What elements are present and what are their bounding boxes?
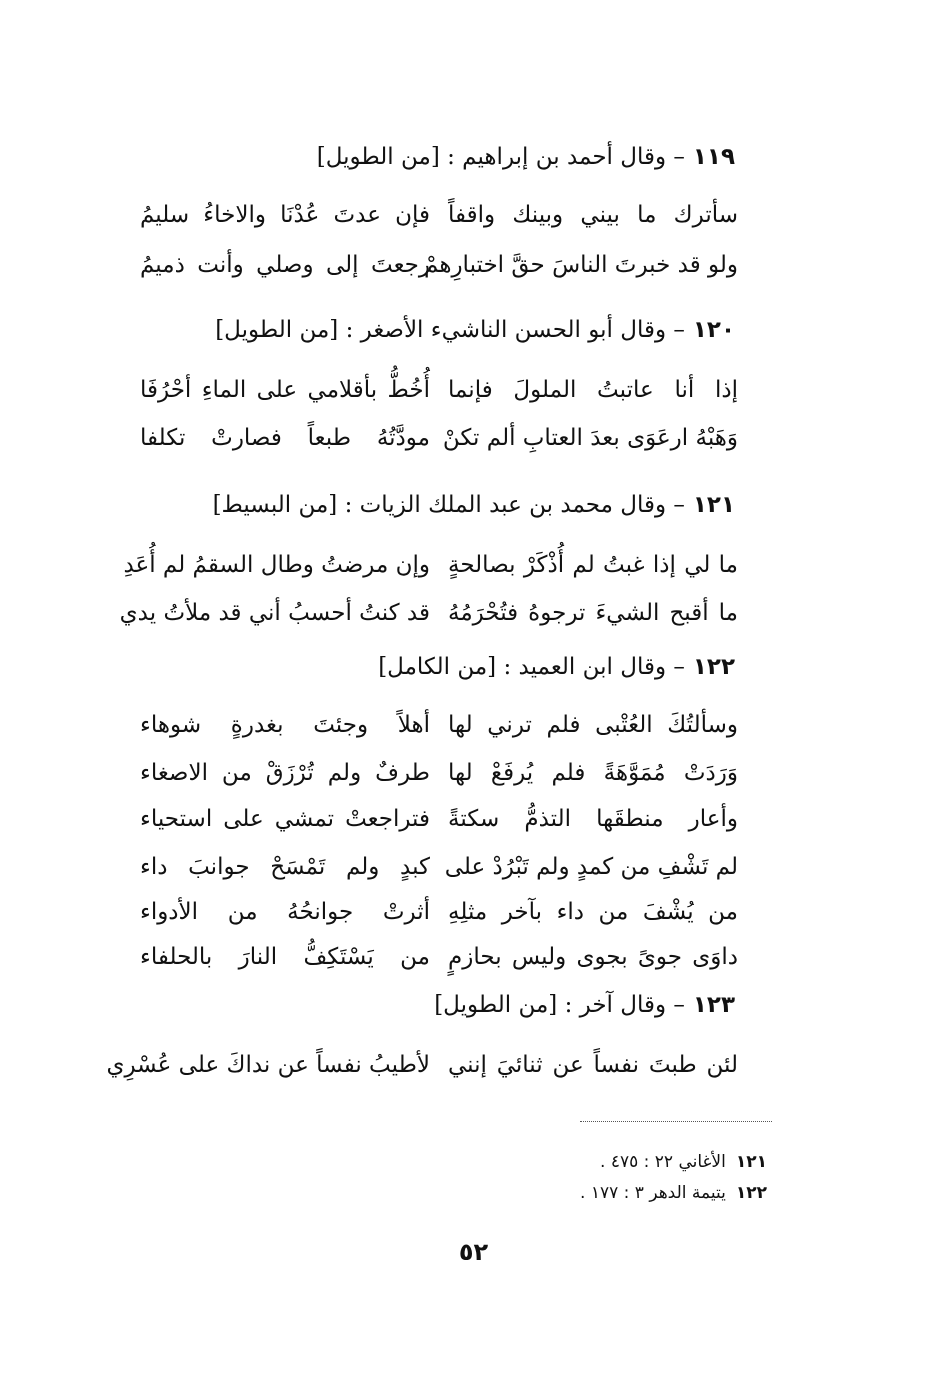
verse-line: [140, 756, 738, 790]
verse-second-hemistich: وإن مرضتُ وطال السقمُ لم أُعَدِ: [123, 552, 430, 578]
verse-second-hemistich: لأطيبُ نفساً عن نداكَ على عُسْرِي: [106, 1052, 430, 1078]
verse-first-hemistich: داوَى جوىً بجوى وليس بحازمٍ: [448, 944, 738, 970]
verse-first-hemistich: وَرَدَتْ مُمَوَّهَةً فلم يُرفَعْ لها: [448, 760, 738, 786]
verse-line: [140, 421, 738, 455]
poem-heading: [115, 490, 735, 520]
poem-number: ١٢١: [692, 492, 735, 518]
poem-title: – وقال محمد بن عبد الملك الزيات : [من البسيط]: [212, 492, 685, 518]
verse-line: [140, 373, 738, 407]
poem-title: – وقال أبو الحسن الناشيء الأصغر : [من الطويل]: [215, 317, 685, 343]
poem-number: ١١٩: [692, 144, 735, 170]
poem-number: ١٢٢: [692, 654, 735, 680]
verse-line: [140, 940, 738, 974]
page-number: ٥٢: [458, 1238, 489, 1266]
verse-line: [140, 248, 738, 282]
poem-heading: [115, 652, 735, 682]
verse-second-hemistich: أثرتْ جوانحُهُ من الأدواء: [140, 899, 430, 925]
verse-line: [106, 1048, 738, 1082]
verse-first-hemistich: ما أقبح الشيءَ ترجوهُ فتُحْرَمُهُ: [448, 600, 738, 626]
verse-second-hemistich: فتراجعتْ تمشي على استحياء: [140, 806, 430, 832]
verse-second-hemistich: قد كنتُ أحسبُ أني قد ملأتُ يدي: [119, 600, 430, 626]
verse-second-hemistich: طرفٌ ولم تُرْزَقْ من الاصغاء: [140, 760, 430, 786]
verse-second-hemistich: أهلاً وجئتَ بغدرةٍ شوهاء: [140, 712, 430, 738]
footnote-text: الأغاني ٢٢ : ٤٧٥ .: [600, 1152, 726, 1172]
verse-first-hemistich: لئن طبتَ نفساً عن ثنائيَ إنني: [448, 1052, 738, 1078]
verse-first-hemistich: من يُشْفَ من داء بآخر مثلِهِ: [448, 899, 738, 925]
poem-heading: [115, 990, 735, 1020]
verse-second-hemistich: فإن عدتَ عُدْنَا والاخاءُ سليمُ: [140, 202, 430, 228]
verse-line: [140, 708, 738, 742]
verse-line: [140, 802, 738, 836]
verse-second-hemistich: كبدٍ ولم تَمْسَحْ جوانبَ داء: [140, 854, 430, 880]
verse-first-hemistich: لم تَشْفِ من كمدٍ ولم تَبْرُدْ على: [444, 854, 738, 880]
verse-first-hemistich: إذا أنا عاتبتُ الملولَ فإنما: [448, 377, 738, 403]
verse-first-hemistich: ولو قد خبرتَ الناسَ حقَّ اختبارِهمْ: [424, 252, 738, 278]
poem-title: – وقال ابن العميد : [من الكامل]: [378, 654, 685, 680]
footnote-number: ١٢١: [735, 1152, 767, 1172]
poem-heading: [115, 142, 735, 172]
verse-first-hemistich: وَهَبْهُ ارعَوَى بعدَ العتابِ ألم تكنْ: [442, 425, 738, 451]
poem-number: ١٢٠: [692, 317, 735, 343]
verse-line: [140, 850, 738, 884]
footnote: [367, 1181, 767, 1205]
poem-title: – وقال آخر : [من الطويل]: [434, 992, 685, 1018]
poem-title: – وقال أحمد بن إبراهيم : [من الطويل]: [316, 144, 685, 170]
verse-first-hemistich: سأترك ما بيني وبينك واقفاً: [448, 202, 738, 228]
verse-first-hemistich: وسألتُكَ العُتْبى فلم ترني لها: [448, 712, 738, 738]
poem-number: ١٢٣: [692, 992, 735, 1018]
verse-second-hemistich: أُخُطُّ بأقلامي على الماءِ أحْرُفَا: [140, 377, 430, 403]
footnote: [367, 1150, 767, 1174]
verse-first-hemistich: ما لي إذا غبتُ لم أُذْكَرْ بصالحةٍ: [448, 552, 738, 578]
poem-heading: [115, 315, 735, 345]
verse-second-hemistich: مودَّتُهُ طبعاً فصارتْ تكلفا: [140, 425, 430, 451]
verse-second-hemistich: رجعتَ إلى وصلي وأنت ذميمُ: [140, 252, 430, 278]
verse-line: [140, 895, 738, 929]
verse-first-hemistich: وأعار منطقَها التذمُّ سكتةً: [448, 806, 738, 832]
verse-line: [119, 596, 738, 630]
verse-line: [140, 198, 738, 232]
verse-second-hemistich: من يَسْتَكِفُّ النارَ بالحلفاء: [140, 944, 430, 970]
footnote-number: ١٢٢: [735, 1183, 767, 1203]
footnote-divider: [580, 1121, 772, 1122]
verse-line: [123, 548, 738, 582]
footnote-text: يتيمة الدهر ٣ : ١٧٧ .: [580, 1183, 726, 1203]
